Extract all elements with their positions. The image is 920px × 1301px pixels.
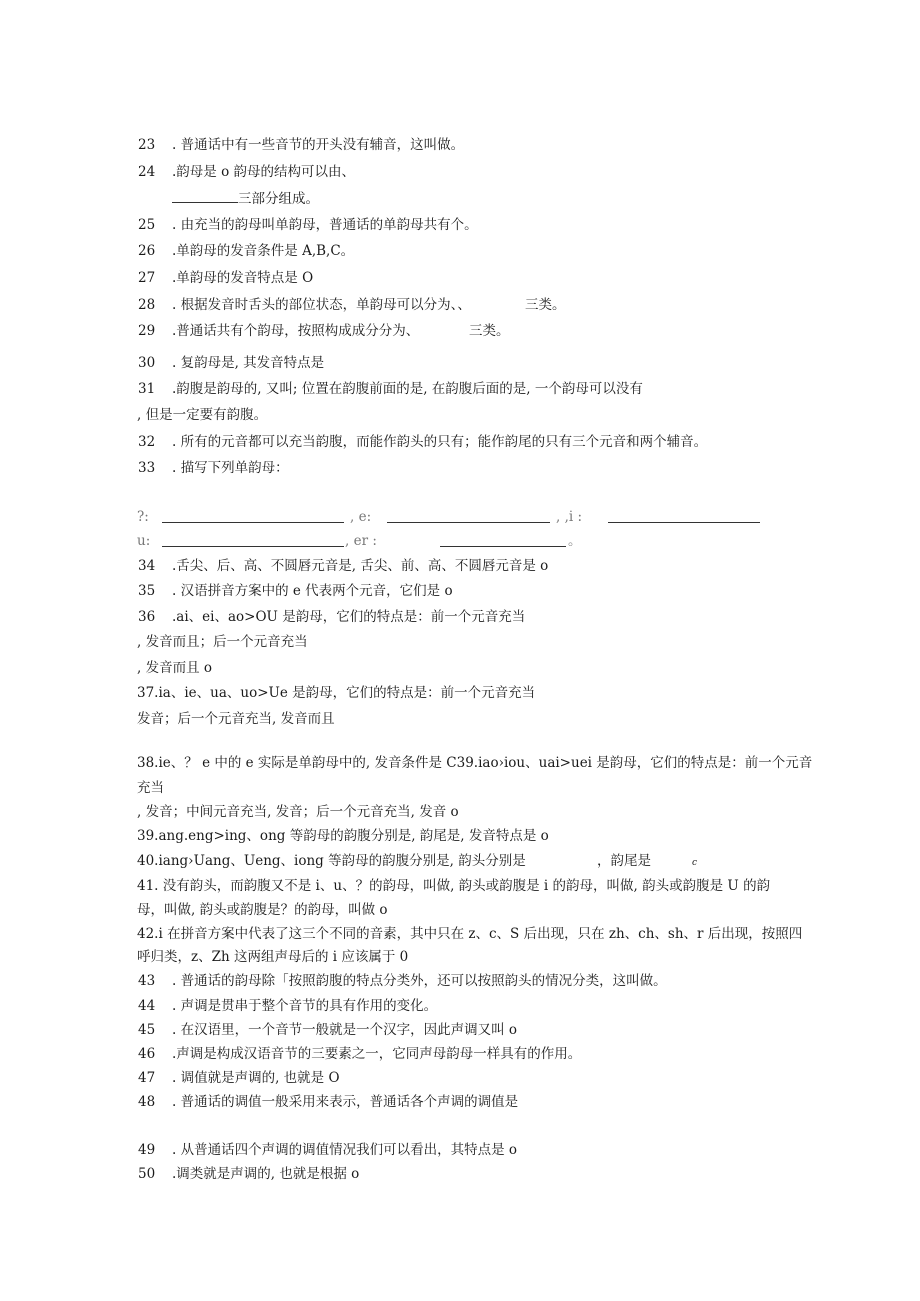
document-page: 23 . 普通话中有一些音节的开头没有辅音，这叫做。 24 .韵母是 o 韵母的结构可以由、 三部分组成。 25 . 由充当的韵母叫单韵母，普通话的单韵母共有个。 26 .单韵母的发音条件是 A,B,C。 27 .单韵母的发音特点是 O 28 . 根据发音时舌头的部位状态，单韵母可以分为、、 三类。 29 .普通话共有个韵母，按照构成成分分为、 三类。 30 . 复韵母是, 其发音特点是 31 .韵腹是韵母的, 又叫; 位置在韵腹前面的是, 在韵腹后面的是, 一个韵母可以没有 , 但是一定要有韵腹。 32 . 所有的元音都可以充当韵腹，而能作韵头的只有；能作韵尾的只有三个元音和两个辅音。 33 . 描写下列单韵母： ?: , e: , ,i : u: , er : 。 34 .舌尖、后、高、不圆唇元音是, 舌尖、前、高、不圆唇元音是 o 35 . 汉语拼音方案中的 e 代表两个元音，它们是 o 36 .ai、ei、ao>OU 是韵母，它们的特点是：前一个元音充当 , 发音而且；后一个元音充当 , 发音而且 o 37.ia、ie、ua、uo>Ue 是韵母，它们的特点是：前一个元音充当 发音；后一个元音充当, 发音而且 38.ie、？ e 中的 e 实际是单韵母中的, 发音条件是 C39.iao›iou、uai>uei 是韵母，它们的特点是：前一个元音 充当 , 发音；中间元音充当, 发音；后一个元音充当, 发音 o 39.ang.eng>ing、ong 等韵母的韵腹分别是, 韵尾是, 发音特点是 o 40.iang›Uang、Ueng、iong 等韵母的韵腹分别是, 韵头分别是 ，韵尾是 c 41. 没有韵头，而韵腹又不是 i、u、？的韵母，叫做, 韵头或韵腹是 i 的韵母，叫做, 韵头或韵腹是 U 的韵 母，叫做, 韵头或韵腹是？的韵母，叫做 o 42.i 在拼音方案中代表了这三个不同的音素，其中只在 z、c、S 后出现，只在 zh、ch、sh、r 后出现，按照四 呼归类，z、Zh 这两组声母后的 i 应该属于 0 43 . 普通话的韵母除「按照韵腹的特点分类外，还可以按照韵头的情况分类，这叫做。 44 . 声调是贯串于整个音节的具有作用的变化。 45 . 在汉语里，一个音节一般就是一个汉字，因此声调又叫 o 46 .声调是构成汉语音节的三要素之一，它同声母韵母一样具有的作用。 47 . 调值就是声调的, 也就是 O 48 . 普通话的调值一般采用来表示，普通话各个声调的调值是 49 . 从普通话四个声调的调值情况我们可以看出，其特点是 o 50 .调类就是声调的, 也就是根据 o bbox=[137, 137, 813, 1182]
answer-blank bbox=[387, 510, 550, 523]
answer-blank bbox=[440, 534, 566, 547]
answer-blank bbox=[172, 190, 238, 203]
answer-blank bbox=[162, 510, 344, 523]
answer-blank bbox=[608, 510, 760, 523]
answer-blank bbox=[162, 534, 344, 547]
